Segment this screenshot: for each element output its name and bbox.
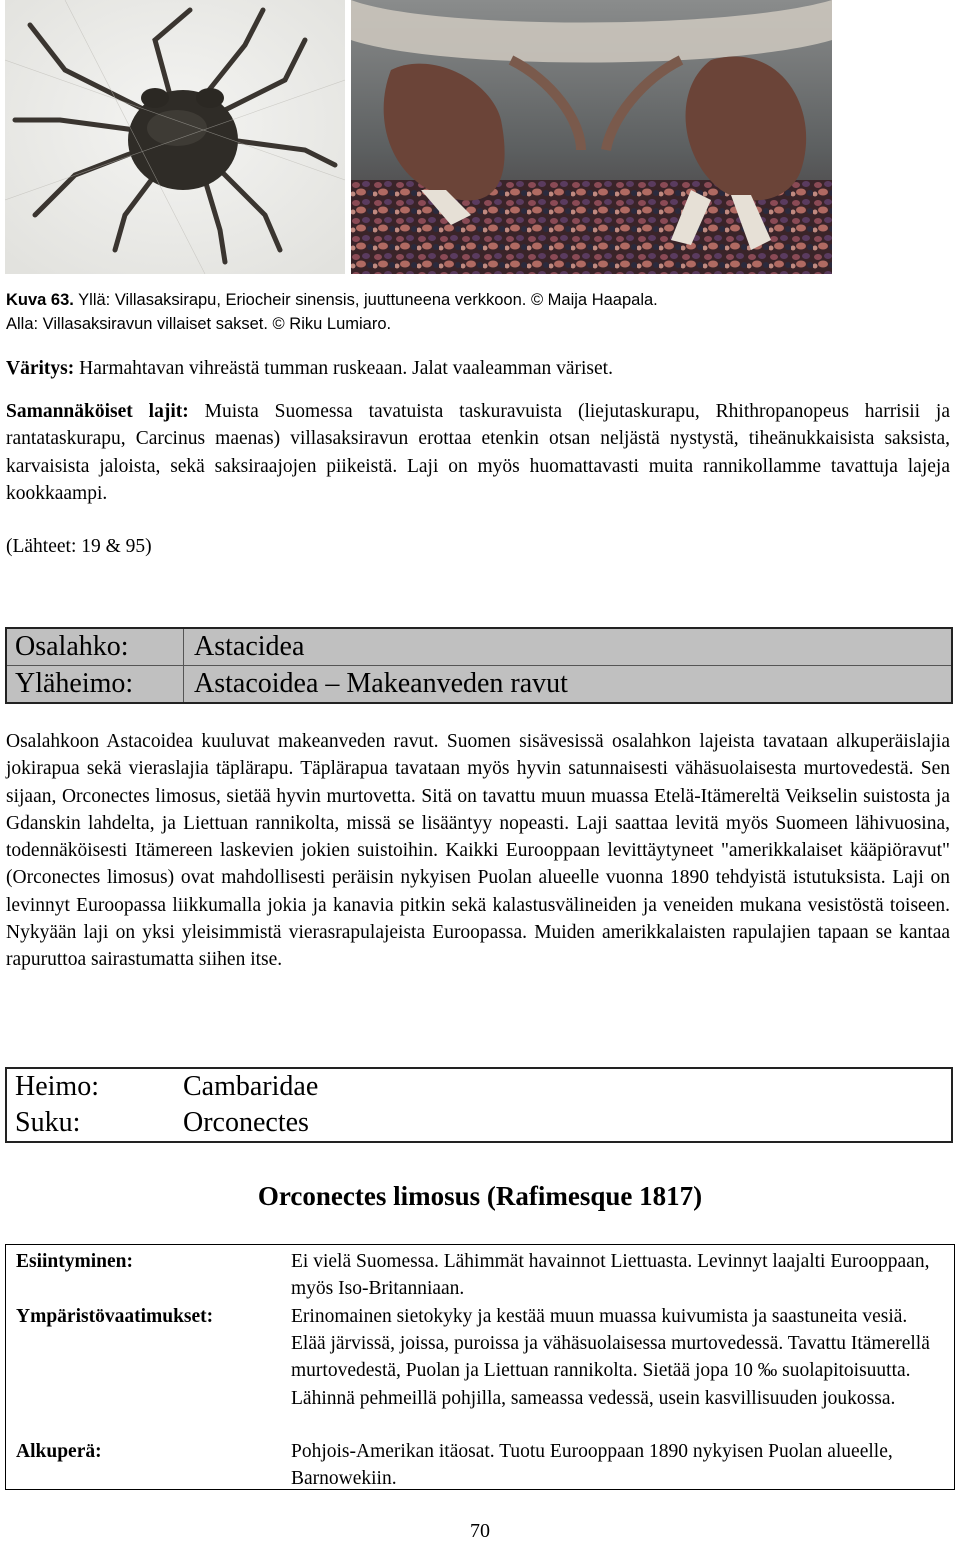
species-info-box bbox=[5, 1244, 955, 1490]
suborder-label: Osalahko: bbox=[15, 631, 129, 662]
genus-value: Orconectes bbox=[183, 1107, 309, 1138]
similar-species-text: Muista Suomessa tavatuista taskuravuista (liejutaskurapu, Rhithropanopeus harrisii ja rantataskurapu, Carcinus maenas) villasaksiravun erottaa etenkin otsan neljästä nystystä, tiheänukkaisista saksista, karvaisista jaloista, sekä saksiraajojen piikeistä. Laji on myös huomattavasti muita rannikollamme tavattuja lajeja kookkaampi. bbox=[6, 401, 950, 504]
caption-line-2: Alla: Villasaksiravun villaiset sakset. © Riku Lumiaro. bbox=[6, 315, 392, 333]
habitat-value: Erinomainen sietokyky ja kestää muun muassa kuivumista ja saastuneita vesiä. Elää järvissä, joissa, puroissa ja vähäsuolaisessa murtovedessä. Tavattu Itämerellä murtovedestä, Puolan ja Liettuan rannikolta. Sietää jopa 10 ‰ suolapitoisuutta. Lähinnä pehmeillä pohjilla, sameassa vedessä, usein kasvillisuuden joukossa. bbox=[291, 1306, 930, 1409]
taxon-row-suborder bbox=[7, 629, 951, 665]
superfamily-label: Yläheimo: bbox=[15, 668, 134, 699]
occurrence-value: Ei vielä Suomessa. Lähimmät havainnot Liettuasta. Levinnyt laajalti Eurooppaan, myös Iso-Britanniaan. bbox=[291, 1251, 930, 1300]
page-number: 70 bbox=[470, 1520, 490, 1542]
family-label: Heimo: bbox=[15, 1071, 99, 1102]
body-paragraph: Osalahkoon Astacoidea kuuluvat makeanveden ravut. Suomen sisävesissä osalahkon lajeista tavataan alkuperäislajia jokirapua sekä vieraslajia täplärapu. Täplärapua tavataan myös hyvin satunnaisesti vähäsuolaisesta murtovedestä. Sen sijaan, Orconectes limosus, sietää hyvin murtovetta. Sitä on tavattu muun muassa Etelä-Itämereltä Veikselin suistosta ja Gdanskin lahdelta, ja Liettuan rannikolta, missä se lisääntyy nopeasti. Laji saattaa levitä myös Suomeen lähivuosina, todennäköisesti Itämereen laskevien jokien suistoihin. Kaikki Eurooppaan levittäytyneet "amerikkalaiset kääpiöravut" (Orconectes limosus) ovat mahdollisesti peräisin nykyisen Puolan alueelle vuonna 1890 tehdyistä istutuksista. Laji on levinnyt Euroopassa liikkumalla jokia ja kanavia pitkin sekä kalastusvälineiden ja veneiden mukana vesistöstä toiseen. Nykyään laji on yksi yleisimmistä vierasrapulajeista Euroopassa. Muiden amerikkalaisten rapulajien tapaan se kantaa rapuruttoa sairastumatta siihen itse. bbox=[6, 731, 950, 971]
taxon-row-superfamily bbox=[7, 665, 951, 702]
coloration-text: Harmahtavan vihreästä tumman ruskeaan. Jalat vaaleamman väriset. bbox=[79, 358, 613, 379]
taxon-header-suborder bbox=[5, 627, 953, 704]
taxon-row-genus bbox=[7, 1105, 951, 1141]
crab-claws-photo bbox=[351, 0, 832, 274]
taxon-row-family bbox=[7, 1069, 951, 1105]
origin-value: Pohjois-Amerikan itäosat. Tuotu Eurooppaan 1890 nykyisen Puolan alueelle, Barnowekiin. bbox=[291, 1441, 893, 1490]
species-title: Orconectes limosus (Rafimesque 1817) bbox=[257, 1181, 703, 1211]
figure-caption bbox=[6, 288, 936, 336]
similar-species-label: Samannäköiset lajit: bbox=[6, 401, 189, 422]
taxon-header-family bbox=[5, 1067, 953, 1143]
coloration-paragraph bbox=[6, 355, 950, 382]
crab-photo-net bbox=[5, 0, 345, 274]
suborder-value: Astacidea bbox=[183, 629, 304, 665]
habitat-label: Ympäristövaatimukset: bbox=[16, 1306, 214, 1327]
family-value: Cambaridae bbox=[183, 1071, 319, 1102]
sources: (Lähteet: 19 & 95) bbox=[6, 536, 152, 557]
origin-label: Alkuperä: bbox=[16, 1441, 102, 1462]
coloration-label: Väritys: bbox=[6, 358, 75, 379]
caption-label: Kuva 63. bbox=[6, 291, 74, 309]
superfamily-value: Astacoidea – Makeanveden ravut bbox=[183, 666, 568, 702]
genus-label: Suku: bbox=[15, 1107, 81, 1138]
occurrence-label: Esiintyminen: bbox=[16, 1251, 134, 1272]
similar-species-paragraph bbox=[6, 398, 950, 507]
caption-line-1: Yllä: Villasaksirapu, Eriocheir sinensis, juuttuneena verkkoon. © Maija Haapala. bbox=[78, 291, 658, 309]
